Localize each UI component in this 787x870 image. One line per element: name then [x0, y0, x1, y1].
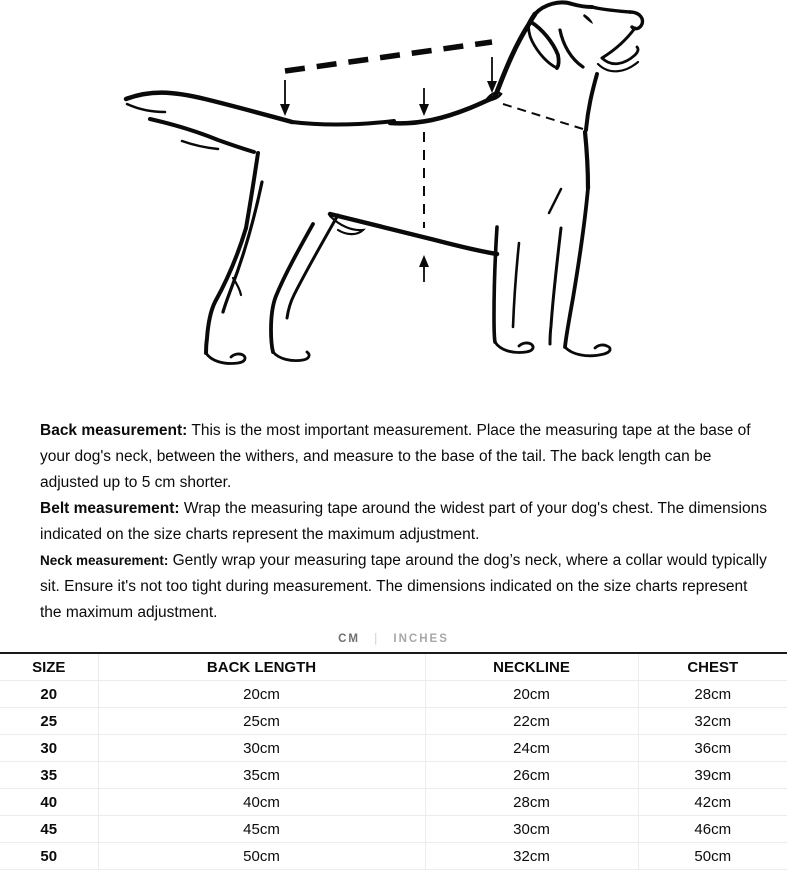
header-size: SIZE	[0, 653, 98, 681]
header-neckline: NECKLINE	[425, 653, 638, 681]
belly-up-arrow-icon	[419, 255, 429, 282]
cell-chest: 50cm	[638, 843, 787, 870]
measurement-annotations	[280, 42, 583, 282]
table-row	[0, 762, 787, 789]
cell-chest: 39cm	[638, 762, 787, 789]
cell-size: 50	[0, 843, 98, 870]
size-table	[0, 652, 787, 870]
cell-chest: 46cm	[638, 816, 787, 843]
cell-neckline: 28cm	[425, 789, 638, 816]
unit-option-inches[interactable]: INCHES	[393, 633, 449, 645]
cell-neckline: 20cm	[425, 681, 638, 708]
table-row	[0, 789, 787, 816]
back-measurement-text: This is the most important measurement. Place the measuring tape at the base of your dog's neck, between the withers, and measure to the base of the tail. The back length can be adjusted up to 5 cm shorter.	[40, 422, 751, 491]
cell-size: 35	[0, 762, 98, 789]
cell-chest: 36cm	[638, 735, 787, 762]
table-row	[0, 843, 787, 870]
dog-diagram-svg	[0, 0, 787, 410]
table-row	[0, 681, 787, 708]
measurement-instructions	[0, 418, 787, 626]
size-table-header-row	[0, 653, 787, 681]
neck-measurement-label: Neck measurement:	[40, 553, 169, 568]
cell-neckline: 24cm	[425, 735, 638, 762]
cell-neckline: 22cm	[425, 708, 638, 735]
dog-measurement-diagram	[0, 0, 787, 410]
table-row	[0, 735, 787, 762]
cell-back-length: 20cm	[98, 681, 425, 708]
size-table-body	[0, 681, 787, 870]
cell-back-length: 25cm	[98, 708, 425, 735]
cell-neckline: 32cm	[425, 843, 638, 870]
cell-chest: 42cm	[638, 789, 787, 816]
back-measurement-paragraph	[40, 418, 767, 496]
tail-base-down-arrow-icon	[280, 80, 290, 116]
cell-back-length: 30cm	[98, 735, 425, 762]
cell-size: 20	[0, 681, 98, 708]
cell-neckline: 26cm	[425, 762, 638, 789]
cell-size: 25	[0, 708, 98, 735]
table-row	[0, 708, 787, 735]
cell-size: 30	[0, 735, 98, 762]
cell-neckline: 30cm	[425, 816, 638, 843]
cell-size: 40	[0, 789, 98, 816]
back-length-dashed-line	[285, 42, 492, 71]
cell-back-length: 45cm	[98, 816, 425, 843]
dog-eye	[583, 14, 593, 24]
cell-chest: 28cm	[638, 681, 787, 708]
cell-chest: 32cm	[638, 708, 787, 735]
neck-measurement-text: Gently wrap your measuring tape around the dog’s neck, where a collar would typically sit. Ensure it's not too tight during measurement. The dimensions indicated on the size charts represent the maximum adjustment.	[40, 552, 767, 621]
mid-back-down-arrow-icon	[419, 88, 429, 116]
belt-measurement-paragraph	[40, 496, 767, 548]
cell-back-length: 50cm	[98, 843, 425, 870]
header-back-length: BACK LENGTH	[98, 653, 425, 681]
withers-down-arrow-icon	[487, 57, 497, 93]
neckline-dashed-line	[503, 104, 583, 129]
cell-back-length: 35cm	[98, 762, 425, 789]
cell-size: 45	[0, 816, 98, 843]
belt-measurement-text: Wrap the measuring tape around the widest part of your dog's chest. The dimensions indicated on the size charts represent the maximum adjustment.	[40, 500, 767, 543]
cell-back-length: 40cm	[98, 789, 425, 816]
table-row	[0, 816, 787, 843]
back-measurement-label: Back measurement:	[40, 422, 188, 439]
unit-toggle-separator: |	[374, 633, 380, 645]
neck-measurement-paragraph	[40, 548, 767, 626]
belt-measurement-label: Belt measurement:	[40, 500, 180, 517]
unit-toggle	[0, 631, 787, 647]
header-chest: CHEST	[638, 653, 787, 681]
unit-option-cm[interactable]: CM	[338, 633, 361, 645]
